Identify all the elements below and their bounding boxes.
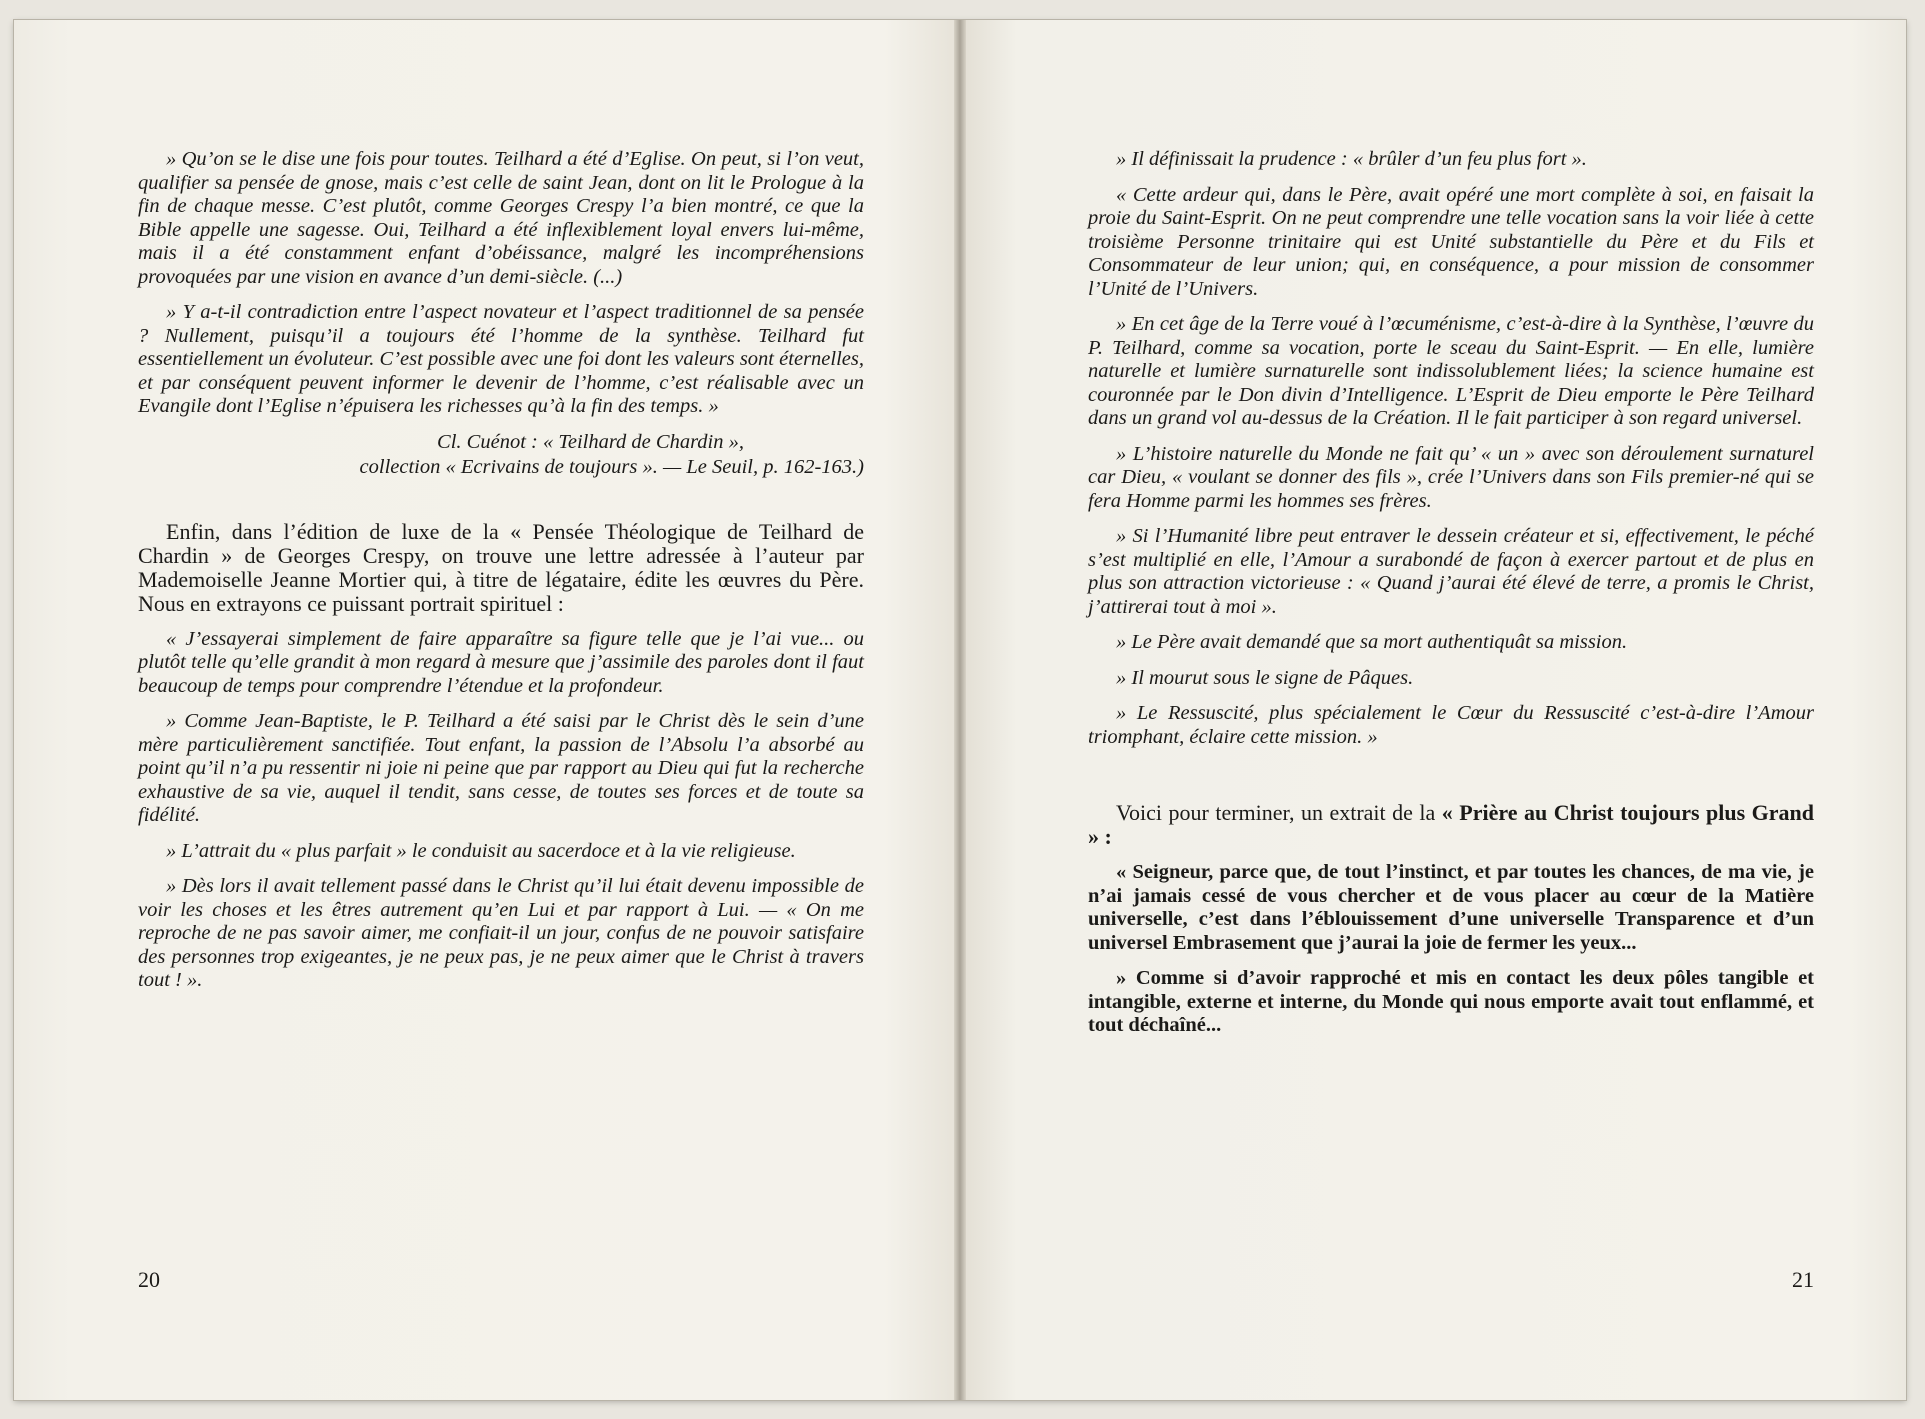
letter-paragraph: « J’essayerai simplement de faire apparaître sa figure telle que je l’ai vue... ou plutôt telle qu’elle grandit à mon regard à mesure que j’assimile des paroles dont il faut beaucoup de temps pour comprendre l’étendue et la profondeur. (138, 627, 864, 697)
book-spread (14, 20, 1906, 1400)
closing-intro-text: Voici pour terminer, un extrait de la (1116, 800, 1436, 825)
quote-paragraph: » Qu’on se le dise une fois pour toutes. Teilhard a été d’Eglise. On peut, si l’on veut, qualifier sa pensée de gnose, mais c’est celle de saint Jean, dont on lit le Prologue à la fin de chaque messe. C’est plutôt, comme Georges Crespy l’a bien montré, ce que la Bible appelle une sagesse. Oui, Teilhard a été inflexiblement loyal envers lui-même, mais il a été constamment enfant d’obéissance, malgré les incompréhensions provoquées par une vision en avance d’un demi-siècle. (...) (138, 148, 864, 288)
right-page-text (1088, 148, 1814, 1050)
closing-intro (1088, 801, 1814, 849)
letter-paragraph: » Il mourut sous le signe de Pâques. (1116, 666, 1414, 689)
letter-paragraph: » Il définissait la prudence : « brûler d’un feu plus fort ». (1116, 148, 1587, 170)
letter-paragraph: « Cette ardeur qui, dans le Père, avait opéré une mort complète à soi, en faisait la proie du Saint-Esprit. On ne peut comprendre une telle vocation sans la voir liée à cette troisième Personne trinitaire qui est Unité substantielle du Père et du Fils et Consommateur de leur union; qui, en conséquence, a pour mission de consommer l’Unité de l’Univers. (1088, 183, 1814, 300)
spacer (1088, 761, 1814, 801)
letter-paragraph: » L’attrait du « plus parfait » le conduisit au sacerdoce et à la vie religieuse. (166, 839, 796, 862)
prayer-paragraph: « Seigneur, parce que, de tout l’instinct, et par toutes les chances, de ma vie, je n’ai jamais cessé de vous chercher et de vous placer au cœur de la Matière universelle, c’est dans l’éblouissement d’une universelle Transparence et d’un universel Embrasement que j’aurai la joie de fermer les yeux... (1088, 861, 1814, 954)
citation-line: collection « Ecrivains de toujours ». — Le Seuil, p. 162-163.) (359, 456, 864, 478)
right-page (960, 20, 1906, 1400)
citation-line: Cl. Cuénot : « Teilhard de Chardin », (437, 430, 744, 453)
page-number: 21 (1792, 1267, 1814, 1292)
prayer-paragraph: » Comme si d’avoir rapproché et mis en contact les deux pôles tangible et intangible, externe et interne, du Monde qui nous emporte avait tout enflammé, et tout déchaîné... (1088, 967, 1814, 1036)
prayer-title: « Prière au Christ toujours plus Grand » : (1088, 800, 1814, 849)
page-number: 20 (138, 1267, 160, 1292)
book-gutter (954, 20, 966, 1400)
left-page-text (138, 148, 864, 1005)
letter-paragraph: » Dès lors il avait tellement passé dans le Christ qu’il lui était devenu impossible de voir les choses et les êtres autrement qu’en Lui et par rapport à Lui. — « On me reproche de ne pas savoir aimer, me confiait-il un jour, confus de ne pouvoir satisfaire des personnes trop exigeantes, je ne peux pas, je ne peux aimer que le Christ à travers tout ! ». (138, 875, 864, 991)
letter-paragraph: » Le Ressuscité, plus spécialement le Cœur du Ressuscité c’est-à-dire l’Amour triomphant, éclaire cette mission. » (1088, 702, 1814, 748)
letter-paragraph: » Comme Jean-Baptiste, le P. Teilhard a été saisi par le Christ dès le sein d’une mère particulièrement sanctifiée. Tout enfant, la passion de l’Absolu l’a absorbé au point qu’il n’a pu ressentir ni joie ni peine que par rapport au Dieu qui fut la recherche exhaustive de sa vie, auquel il tendit, sans cesse, de toutes ses forces et de toute sa fidélité. (138, 710, 864, 826)
letter-paragraph: » Si l’Humanité libre peut entraver le dessein créateur et si, effectivement, le péché s’est multiplié en elle, l’Amour a surabondé de façon à exercer partout et de plus en plus son attraction victorieuse : « Quand j’aurai été élevé de terre, a promis le Christ, j’attirerai tout à moi ». (1088, 525, 1814, 618)
spacer (138, 480, 864, 520)
letter-paragraph: » L’histoire naturelle du Monde ne fait qu’ « un » avec son déroulement surnaturel car Dieu, « voulant se donner des fils », crée l’Univers dans son Fils premier-né qui se fera Homme parmi les hommes ses frères. (1088, 442, 1814, 512)
letter-paragraph: » En cet âge de la Terre voué à l’œcuménisme, c’est-à-dire à la Synthèse, l’œuvre du P. Teilhard, comme sa vocation, porte le sceau du Saint-Esprit. — En elle, lumière naturelle et lumière surnaturelle sont indissolublement liées; la science humaine est couronnée par le Don divin d’Intelligence. L’Esprit de Dieu emporte le Père Teilhard dans un grand vol au-dessus de la Création. Il le fait participer à son regard universel. (1088, 313, 1814, 429)
left-page (14, 20, 960, 1400)
intro-paragraph: Enfin, dans l’édition de luxe de la « Pensée Théologique de Teilhard de Chardin » de Georges Crespy, on trouve une lettre adressée à l’auteur par Mademoiselle Jeanne Mortier qui, à titre de légataire, édite les œuvres du Père. Nous en extrayons ce puissant portrait spirituel : (138, 518, 864, 616)
quote-paragraph: » Y a-t-il contradiction entre l’aspect novateur et l’aspect traditionnel de sa pensée ? Nullement, puisqu’il a toujours été l’homme de la synthèse. Teilhard fut essentiellement un évoluteur. C’est possible avec une foi dont les valeurs sont éternelles, et par conséquent peuvent informer le devenir de l’homme, c’est réalisable avec un Evangile dont l’Eglise n’épuisera les richesses qu’à la fin des temps. » (138, 301, 864, 417)
letter-paragraph: » Le Père avait demandé que sa mort authentiquât sa mission. (1116, 631, 1628, 653)
